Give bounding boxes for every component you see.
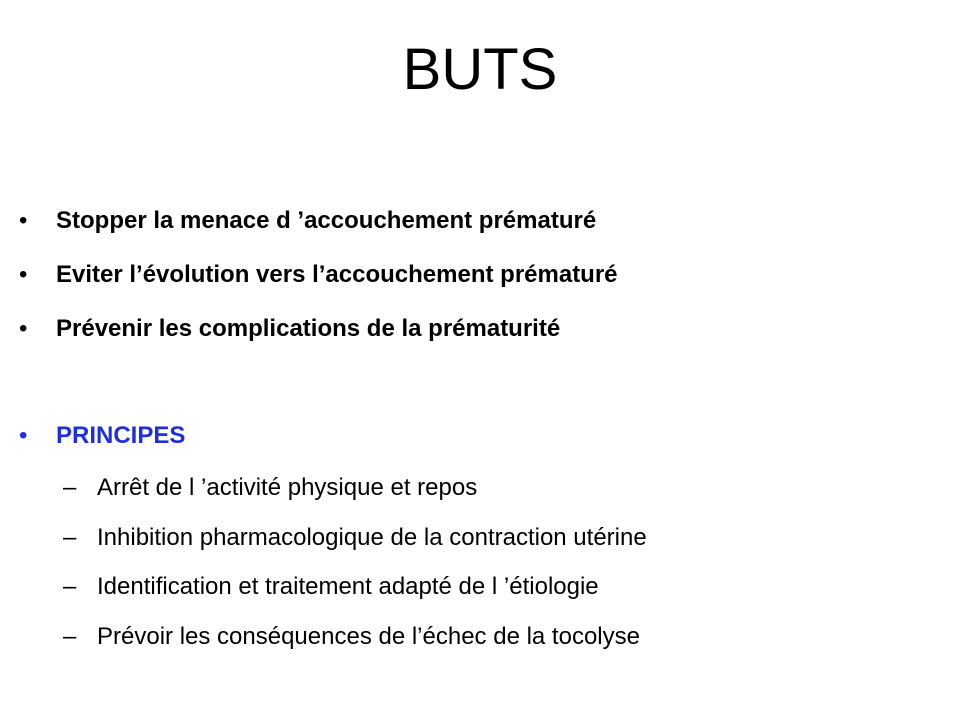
principle-text: Inhibition pharmacologique de la contraction utérine bbox=[97, 524, 647, 551]
principle-item bbox=[63, 472, 478, 504]
goal-text: Stopper la menace d ’accouchement prématuré bbox=[56, 207, 597, 234]
principle-text: Identification et traitement adapté de l ’étiologie bbox=[97, 573, 599, 600]
bullet-icon: • bbox=[19, 315, 28, 342]
goal-item bbox=[19, 313, 561, 345]
dash-icon: – bbox=[63, 573, 77, 600]
principles-heading-text: PRINCIPES bbox=[56, 422, 186, 449]
principles-heading bbox=[19, 420, 186, 452]
bullet-icon: • bbox=[19, 207, 28, 234]
dash-icon: – bbox=[63, 623, 77, 650]
dash-icon: – bbox=[63, 524, 77, 551]
goal-text: Prévenir les complications de la prématurité bbox=[56, 315, 561, 342]
bullet-icon: • bbox=[19, 422, 28, 449]
principle-item bbox=[63, 571, 599, 603]
goal-text: Eviter l’évolution vers l’accouchement prématuré bbox=[56, 261, 618, 288]
slide-title: BUTS bbox=[402, 37, 558, 102]
principle-text: Arrêt de l ’activité physique et repos bbox=[97, 474, 478, 501]
bullet-icon: • bbox=[19, 261, 28, 288]
principle-item bbox=[63, 621, 640, 653]
principle-text: Prévoir les conséquences de l’échec de la tocolyse bbox=[97, 623, 640, 650]
goal-item bbox=[19, 205, 597, 237]
goal-item bbox=[19, 259, 618, 291]
principle-item bbox=[63, 522, 647, 554]
dash-icon: – bbox=[63, 474, 77, 501]
